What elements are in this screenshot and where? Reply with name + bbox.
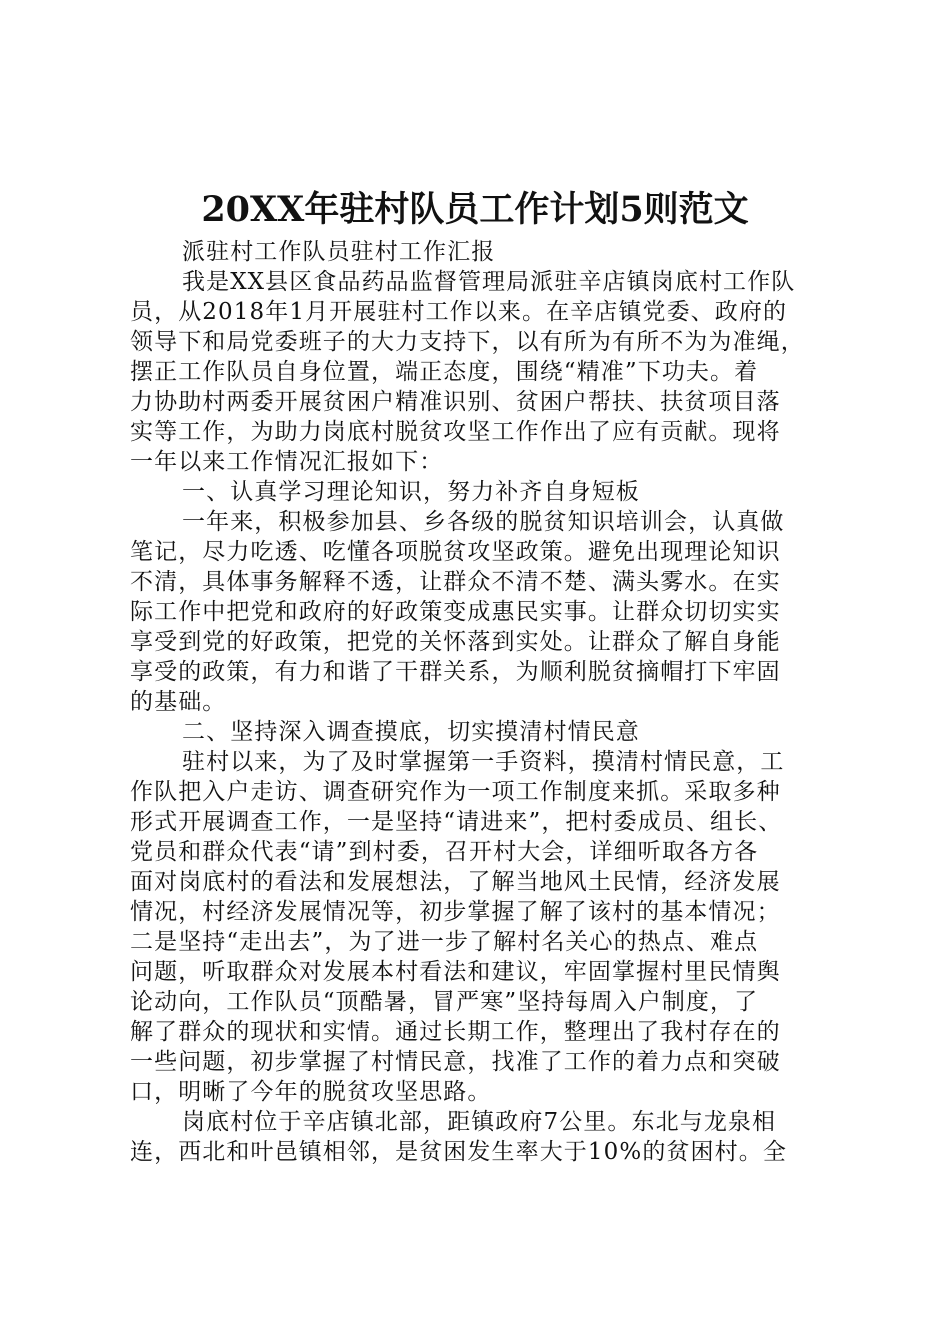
- body-line: 面对岗底村的看法和发展想法，了解当地风土民情，经济发展: [130, 869, 781, 895]
- body-line: 享受到党的好政策，把党的关怀落到实处。让群众了解自身能: [130, 629, 781, 655]
- body-line: 不清，具体事务解释不透，让群众不清不楚、满头雾水。在实: [130, 569, 781, 595]
- body-line: 一年来，积极参加县、乡各级的脱贫知识培训会，认真做: [182, 509, 785, 535]
- body-line: 党员和群众代表“请”到村委，召开村大会，详细听取各方各: [130, 839, 759, 865]
- document-title: 20XX年驻村队员工作计划5则范文: [201, 189, 749, 230]
- body-line: 领导下和局党委班子的大力支持下，以有所为有所不为为准绳，: [130, 329, 805, 355]
- body-line: 一、认真学习理论知识，努力补齐自身短板: [182, 479, 640, 505]
- body-line: 享受的政策，有力和谐了干群关系，为顺利脱贫摘帽打下牢固: [130, 659, 781, 685]
- body-line: 笔记，尽力吃透、吃懂各项脱贫攻坚政策。避免出现理论知识: [130, 539, 781, 565]
- body-line: 派驻村工作队员驻村工作汇报: [182, 239, 496, 265]
- body-line: 解了群众的现状和实情。通过长期工作，整理出了我村存在的: [130, 1019, 781, 1045]
- body-line: 形式开展调查工作，一是坚持“请进来”，把村委成员、组长、: [130, 809, 783, 835]
- body-line: 际工作中把党和政府的好政策变成惠民实事。让群众切切实实: [130, 599, 781, 625]
- body-line: 情况，村经济发展情况等，初步掌握了解了该村的基本情况；: [130, 899, 781, 925]
- body-line: 驻村以来，为了及时掌握第一手资料，摸清村情民意，工: [182, 749, 785, 775]
- body-line: 二是坚持“走出去”，为了进一步了解村名关心的热点、难点: [130, 929, 759, 955]
- body-line: 岗底村位于辛店镇北部，距镇政府7公里。东北与龙泉相: [182, 1109, 777, 1135]
- body-line: 论动向，工作队员“顶酷暑，冒严寒”坚持每周入户制度，了: [130, 989, 759, 1015]
- body-line: 问题，听取群众对发展本村看法和建议，牢固掌握村里民情舆: [130, 959, 781, 985]
- body-line: 摆正工作队员自身位置，端正态度，围绕“精准”下功夫。着: [130, 359, 759, 385]
- document-body: [130, 237, 830, 1167]
- body-line: 的基础。: [130, 689, 227, 715]
- body-line: 一些问题，初步掌握了村情民意，找准了工作的着力点和突破: [130, 1049, 781, 1075]
- body-line: 力协助村两委开展贫困户精准识别、贫困户帮扶、扶贫项目落: [130, 389, 781, 415]
- body-line: 作队把入户走访、调查研究作为一项工作制度来抓。采取多种: [130, 779, 781, 805]
- body-line: 实等工作，为助力岗底村脱贫攻坚工作作出了应有贡献。现将: [130, 419, 781, 445]
- body-line: 一年以来工作情况汇报如下：: [130, 449, 444, 475]
- body-line: 二、坚持深入调查摸底，切实摸清村情民意: [182, 719, 640, 745]
- body-line: 口，明晰了今年的脱贫攻坚思路。: [130, 1079, 492, 1105]
- body-line: 员，从2018年1月开展驻村工作以来。在辛店镇党委、政府的: [130, 299, 788, 325]
- body-line: 连，西北和叶邑镇相邻，是贫困发生率大于10%的贫困村。全: [130, 1139, 787, 1165]
- body-line: 我是XX县区食品药品监督管理局派驻辛店镇岗底村工作队: [182, 269, 796, 295]
